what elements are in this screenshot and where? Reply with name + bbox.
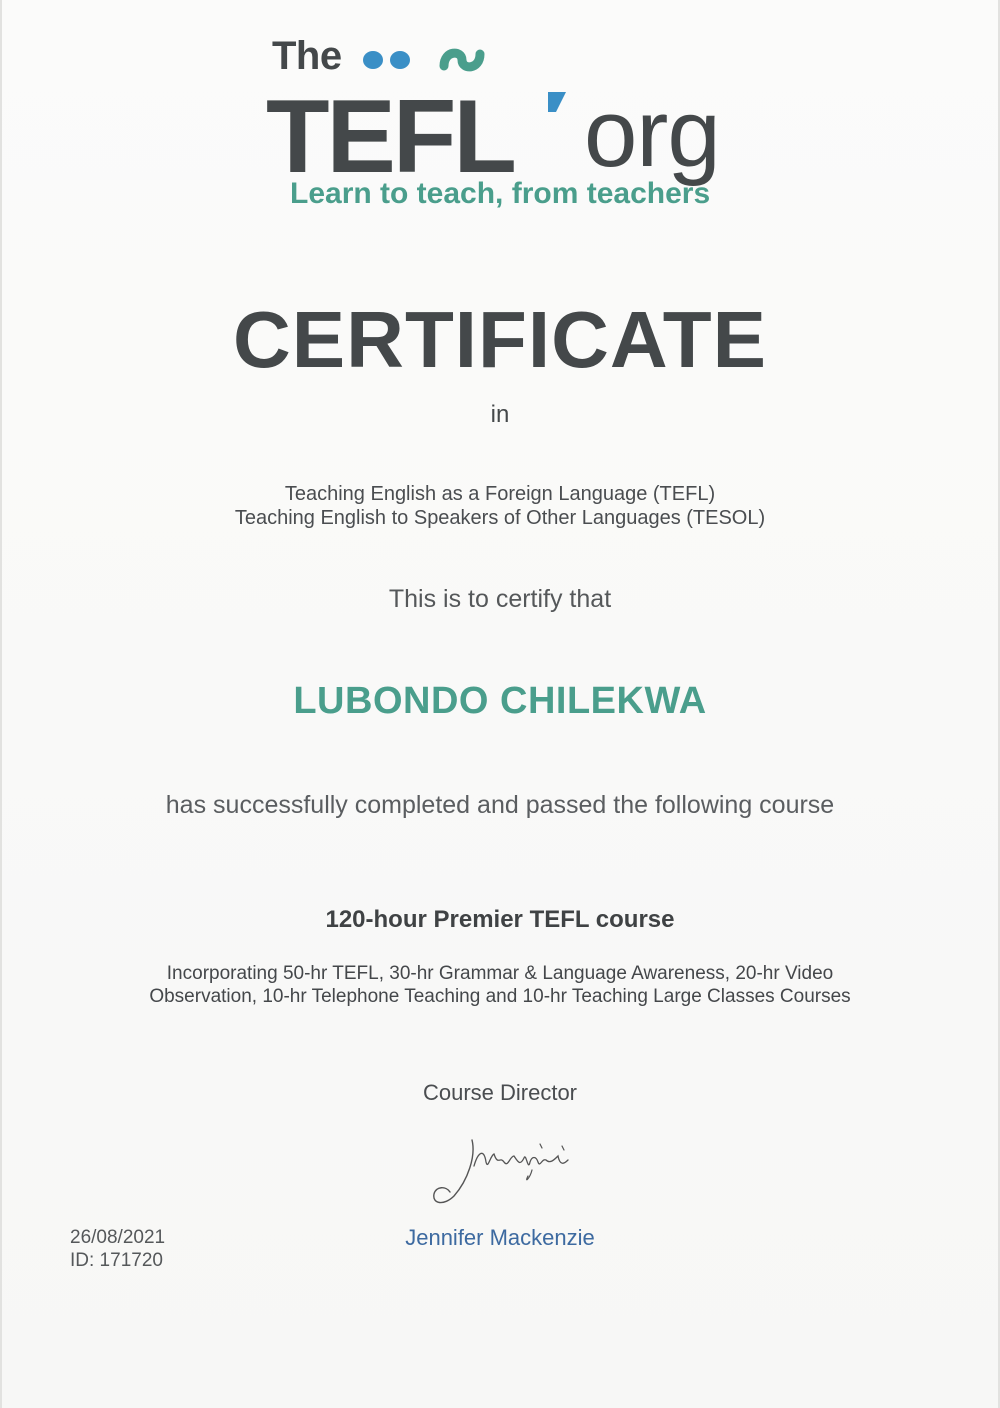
qualification-line-tefl: Teaching English as a Foreign Language (TEFL): [284, 483, 716, 505]
logo-tagline: Learn to teach, from teachers: [290, 177, 711, 210]
qualification-line-tesol: Teaching English to Speakers of Other Languages (TESOL): [234, 507, 766, 529]
certify-text: This is to certify that: [388, 585, 612, 613]
certificate-heading: CERTIFICATE: [233, 295, 767, 384]
course-director-label: Course Director: [422, 1080, 578, 1105]
completion-text: has successfully completed and passed the following course: [165, 791, 835, 819]
course-description-line-1: Incorporating 50-hr TEFL, 30-hr Grammar & Language Awareness, 20-hr Video: [166, 963, 834, 984]
logo-the-text: The: [272, 34, 342, 78]
recipient-name: LUBONDO CHILEKWA: [293, 680, 707, 722]
issue-date: 26/08/2021: [70, 1227, 166, 1248]
qualification-block: [0, 482, 1000, 530]
in-word: in: [490, 401, 510, 428]
logo-org-text: org: [584, 80, 720, 187]
tefl-org-logo: [266, 30, 746, 215]
certificate-meta: [70, 1226, 165, 1272]
logo-apostrophe-icon: [542, 90, 572, 114]
logo-dots-icon: [362, 44, 492, 74]
course-description: [0, 962, 1000, 1008]
logo-wordmark: TEFL: [266, 79, 514, 195]
director-name: Jennifer Mackenzie: [405, 1225, 595, 1250]
course-title: 120-hour Premier TEFL course: [325, 906, 675, 933]
certificate-id: ID: 171720: [70, 1250, 163, 1271]
course-description-line-2: Observation, 10-hr Telephone Teaching and 10-hr Teaching Large Classes Courses: [149, 986, 851, 1007]
director-signature: [424, 1126, 584, 1210]
